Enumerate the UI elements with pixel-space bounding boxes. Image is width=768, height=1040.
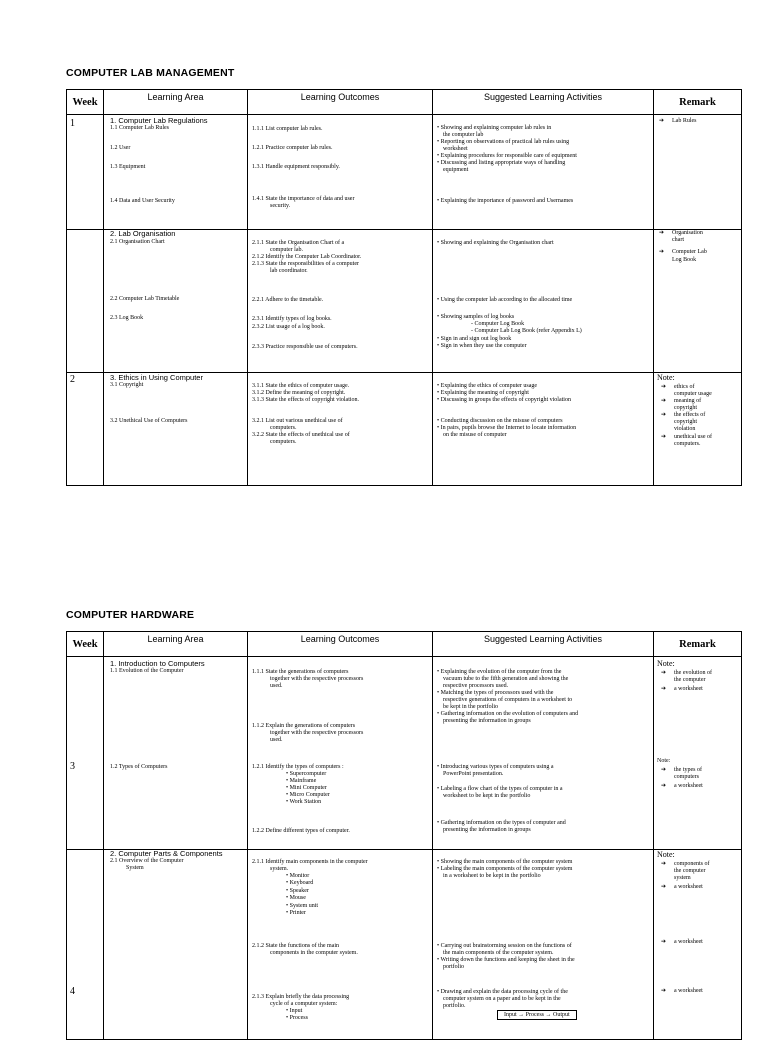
- outcome-item: • Mainframe: [286, 778, 317, 784]
- remark-item: computer usage: [674, 391, 712, 397]
- outcome-item: 2.1.1 State the Organisation Chart of a: [252, 240, 345, 246]
- remark-cell: [654, 850, 742, 1040]
- header-week: Week: [67, 632, 104, 657]
- activity-item: • Showing the main components of the computer system: [437, 859, 573, 865]
- outcome-item: computers.: [270, 425, 297, 431]
- activities-cell: [433, 850, 654, 1040]
- outcome-item: • Keyboard: [286, 880, 314, 886]
- arrow-bullet-icon: ➔: [661, 686, 667, 692]
- remark-item: Computer Lab: [672, 249, 707, 255]
- remark-cell: [654, 230, 742, 373]
- activity-item: in a worksheet to be kept in the portfolio: [443, 873, 541, 879]
- outcome-item: 3.2.1 List out various unethical use of: [252, 418, 343, 424]
- remark-item: Lab Rules: [672, 118, 697, 124]
- remark-item: copyright: [674, 419, 697, 425]
- remark-item: the types of: [674, 767, 702, 773]
- area-item: 1.4 Data and User Security: [110, 198, 175, 204]
- activity-item: portfolio: [443, 964, 464, 970]
- activity-item: • Labeling a flow chart of the types of computer in a: [437, 786, 563, 792]
- arrow-bullet-icon: ➔: [661, 384, 667, 390]
- outcome-item: • Monitor: [286, 873, 310, 879]
- table-row: [67, 230, 742, 373]
- outcome-item: 2.1.3 State the responsibilities of a computer: [252, 261, 359, 267]
- arrow-bullet-icon: ➔: [659, 230, 665, 236]
- outcome-item: 2.1.2 State the functions of the main: [252, 943, 339, 949]
- activity-item: on the misuse of computer: [443, 432, 507, 438]
- activity-item: • Sign in when they use the computer: [437, 343, 527, 349]
- arrow-bullet-icon: ➔: [661, 939, 667, 945]
- outcome-item: security.: [270, 203, 291, 209]
- activity-item: • Explaining the importance of password and Usernames: [437, 198, 574, 204]
- activity-item: - Computer Log Book: [471, 321, 525, 327]
- area-item: 2.1 Overview of the Computer: [110, 858, 184, 864]
- activity-item: worksheet to be kept in the portfolio: [443, 793, 531, 799]
- outcome-item: 2.1.1 Identify main components in the computer: [252, 859, 368, 865]
- area-heading: 1. Computer Lab Regulations: [110, 116, 208, 125]
- arrow-bullet-icon: ➔: [661, 861, 667, 867]
- header-learning-outcomes: Learning Outcomes: [248, 632, 433, 657]
- area-item: 1.1 Evolution of the Computer: [110, 668, 184, 674]
- remark-item: system: [674, 875, 691, 881]
- note-label: Note:: [657, 373, 675, 382]
- week-cell: [67, 657, 104, 850]
- activity-item: • Explaining the ethics of computer usage: [437, 383, 538, 389]
- outcome-item: together with the respective processors: [270, 730, 364, 736]
- outcome-item: 1.1.1 State the generations of computers: [252, 669, 349, 675]
- remark-item: the evolution of: [674, 670, 712, 676]
- activity-item: • Carrying out brainstorming session on the functions of: [437, 943, 572, 949]
- arrow-bullet-icon: ➔: [661, 783, 667, 789]
- activity-item: • Gathering information on the types of computer and: [437, 820, 566, 826]
- activity-item: worksheet: [443, 146, 468, 152]
- lab-management-table: [66, 89, 742, 486]
- learning-area-cell: [104, 850, 248, 1040]
- area-item: 1.2 Types of Computers: [110, 764, 168, 770]
- activity-item: • Explaining the meaning of copyright: [437, 390, 529, 396]
- remark-item: copyright: [674, 405, 697, 411]
- activity-item: • Sign in and sign out log book: [437, 336, 512, 342]
- remark-item: a worksheet: [674, 884, 703, 890]
- week-cell: [67, 373, 104, 486]
- week-number: 2: [70, 374, 75, 385]
- arrow-bullet-icon: ➔: [661, 412, 667, 418]
- header-remark: Remark: [654, 632, 742, 657]
- outcome-item: • Speaker: [286, 888, 309, 894]
- activity-item: • Gathering information on the evolution of computers and: [437, 711, 579, 717]
- outcome-item: • Process: [286, 1015, 308, 1021]
- header-remark: Remark: [654, 90, 742, 115]
- outcome-item: used.: [270, 683, 283, 689]
- activity-item: respective generations of computers in a worksheet to: [443, 697, 573, 703]
- outcome-item: • Printer: [286, 910, 306, 916]
- note-label: Note:: [657, 758, 671, 764]
- activity-item: • Conducting discussion on the misuse of computers: [437, 418, 563, 424]
- activity-item: vacuum tube to the fifth generation and showing the: [443, 676, 569, 682]
- outcome-item: 1.1.1 List computer lab rules.: [252, 126, 323, 132]
- outcome-item: 3.1.3 State the effects of copyright violation.: [252, 397, 360, 403]
- arrow-bullet-icon: ➔: [661, 767, 667, 773]
- outcome-item: system.: [270, 866, 289, 872]
- remark-item: a worksheet: [674, 686, 703, 692]
- activity-item: • Showing and explaining the Organisation chart: [437, 240, 554, 246]
- learning-area-cell: [104, 657, 248, 850]
- activity-item: PowerPoint presentation.: [443, 771, 504, 777]
- outcome-item: components in the computer system.: [270, 950, 358, 956]
- area-item: 1.2 User: [110, 145, 131, 151]
- remark-item: the effects of: [674, 412, 706, 418]
- activities-cell: [433, 657, 654, 850]
- learning-area-cell: [104, 230, 248, 373]
- header-learning-area: Learning Area: [104, 632, 248, 657]
- arrow-bullet-icon: ➔: [659, 118, 665, 124]
- remark-item: Organisation: [672, 230, 703, 236]
- table-header-row: [67, 90, 742, 115]
- area-heading: 3. Ethics in Using Computer: [110, 373, 203, 382]
- outcome-item: 2.1.3 Explain briefly the data processing: [252, 994, 350, 1000]
- week-cell: [67, 850, 104, 1040]
- remark-cell: [654, 373, 742, 486]
- outcome-item: • Supercomputer: [286, 771, 327, 777]
- outcomes-cell: [248, 373, 433, 486]
- note-label: Note:: [657, 850, 675, 859]
- outcome-item: 2.2.1 Adhere to the timetable.: [252, 297, 324, 303]
- outcome-item: cycle of a computer system:: [270, 1001, 338, 1007]
- activity-item: presenting the information in groups: [443, 718, 531, 724]
- activity-item: • Matching the types of processors used with the: [437, 690, 554, 696]
- activity-item: • Discussing in groups the effects of copyright violation: [437, 397, 571, 403]
- arrow-bullet-icon: ➔: [661, 434, 667, 440]
- area-heading: 2. Computer Parts & Components: [110, 849, 223, 858]
- outcome-item: 3.1.2 Define the meaning of copyright.: [252, 390, 346, 396]
- activity-item: the main components of the computer system.: [443, 950, 554, 956]
- activity-item: • Using the computer lab according to the allocated time: [437, 297, 573, 303]
- area-item: 2.2 Computer Lab Timetable: [110, 296, 180, 302]
- header-learning-outcomes: Learning Outcomes: [248, 90, 433, 115]
- activity-item: • Writing down the functions and keeping the sheet in the: [437, 957, 575, 963]
- table-row: [67, 115, 742, 230]
- remark-item: a worksheet: [674, 988, 703, 994]
- activity-item: equipment: [443, 167, 469, 173]
- remark-item: a worksheet: [674, 783, 703, 789]
- week-cell: [67, 115, 104, 230]
- activity-item: • Showing and explaining computer lab rules in: [437, 125, 552, 131]
- remark-item: computers: [674, 774, 699, 780]
- arrow-bullet-icon: ➔: [661, 398, 667, 404]
- area-item: 2.1 Organisation Chart: [110, 239, 165, 245]
- outcome-item: 3.1.1 State the ethics of computer usage.: [252, 383, 350, 389]
- hardware-table: [66, 631, 742, 1040]
- area-item: 2.3 Log Book: [110, 315, 144, 321]
- outcome-item: • Work Station: [286, 799, 322, 805]
- outcome-item: 1.2.2 Define different types of computer.: [252, 828, 350, 834]
- activity-item: • Explaining procedures for responsible care of equipment: [437, 153, 577, 159]
- outcome-item: lab coordinator.: [270, 268, 308, 274]
- activities-cell: [433, 115, 654, 230]
- area-item: 1.3 Equipment: [110, 164, 146, 170]
- activity-item: the computer lab: [443, 132, 484, 138]
- outcome-item: 1.1.2 Explain the generations of computers: [252, 723, 356, 729]
- activity-item: • Introducing various types of computers using a: [437, 764, 554, 770]
- outcome-item: 2.3.3 Practice responsible use of computers.: [252, 344, 358, 350]
- remark-cell: [654, 115, 742, 230]
- outcome-item: used.: [270, 737, 283, 743]
- header-activities: Suggested Learning Activities: [433, 632, 654, 657]
- outcome-item: computer lab.: [270, 247, 303, 253]
- outcomes-cell: [248, 230, 433, 373]
- activity-item: • In pairs, pupils browse the Internet to locate information: [437, 425, 577, 431]
- remark-item: the computer: [674, 677, 706, 683]
- arrow-bullet-icon: ➔: [659, 249, 665, 255]
- outcomes-cell: [248, 657, 433, 850]
- header-week: Week: [67, 90, 104, 115]
- table-row: [67, 657, 742, 850]
- activities-cell: [433, 230, 654, 373]
- outcome-item: 1.3.1 Handle equipment responsibly.: [252, 164, 340, 170]
- remark-item: ethics of: [674, 384, 695, 390]
- activity-item: • Drawing and explain the data processing cycle of the: [437, 989, 568, 995]
- outcomes-cell: [248, 115, 433, 230]
- activity-item: respective processors used.: [443, 683, 509, 689]
- week-cell: [67, 230, 104, 373]
- remark-item: a worksheet: [674, 939, 703, 945]
- outcome-item: computers.: [270, 439, 297, 445]
- section-title: COMPUTER HARDWARE: [66, 609, 195, 621]
- activity-item: portfolio.: [443, 1003, 466, 1009]
- activities-cell: [433, 373, 654, 486]
- remark-item: components of: [674, 861, 710, 867]
- section-title: COMPUTER LAB MANAGEMENT: [66, 67, 235, 79]
- note-label: Note:: [657, 659, 675, 668]
- remark-item: computers.: [674, 441, 701, 447]
- activity-item: • Showing samples of log books: [437, 314, 515, 320]
- remark-item: chart: [672, 237, 684, 243]
- header-activities: Suggested Learning Activities: [433, 90, 654, 115]
- table-header-row: [67, 632, 742, 657]
- outcome-item: 3.2.2 State the effects of unethical use of: [252, 432, 350, 438]
- week-number: 4: [70, 986, 75, 997]
- remark-item: unethical use of: [674, 434, 712, 440]
- area-item: 1.1 Computer Lab Rules: [110, 125, 169, 131]
- arrow-bullet-icon: ➔: [661, 670, 667, 676]
- activity-item: - Computer Lab Log Book (refer Appendix L): [471, 328, 582, 334]
- activity-item: presenting the information in groups: [443, 827, 531, 833]
- week-number: 3: [70, 761, 75, 772]
- outcome-item: • System unit: [286, 903, 319, 909]
- outcome-item: 1.4.1 State the importance of data and user: [252, 196, 355, 202]
- area-item: 3.2 Unethical Use of Computers: [110, 418, 188, 424]
- area-item: System: [126, 865, 144, 871]
- table-row: [67, 850, 742, 1040]
- activity-item: • Discussing and listing appropriate ways of handling: [437, 160, 566, 166]
- remark-item: the computer: [674, 868, 706, 874]
- table-row: [67, 373, 742, 486]
- learning-area-cell: [104, 115, 248, 230]
- outcome-item: • Input: [286, 1008, 303, 1014]
- remark-cell: [654, 657, 742, 850]
- outcome-item: 2.3.2 List usage of a log book.: [252, 324, 325, 330]
- remark-item: meaning of: [674, 398, 702, 404]
- flow-diagram-box: Input → Process → Output: [497, 1010, 577, 1020]
- outcome-item: • Mouse: [286, 895, 306, 901]
- arrow-bullet-icon: ➔: [661, 988, 667, 994]
- outcome-item: • Mini Computer: [286, 785, 327, 791]
- activity-item: computer system on a paper and to be kept in the: [443, 996, 561, 1002]
- activity-item: • Explaining the evolution of the computer from the: [437, 669, 562, 675]
- outcome-item: 2.3.1 Identify types of log books.: [252, 316, 332, 322]
- activity-item: • Reporting on observations of practical lab rules using: [437, 139, 570, 145]
- arrow-bullet-icon: ➔: [661, 884, 667, 890]
- header-learning-area: Learning Area: [104, 90, 248, 115]
- outcome-item: • Micro Computer: [286, 792, 330, 798]
- outcome-item: 2.1.2 Identify the Computer Lab Coordinator.: [252, 254, 362, 260]
- area-heading: 1. Introduction to Computers: [110, 659, 205, 668]
- activity-item: be kept in the portfolio: [443, 704, 498, 710]
- area-heading: 2. Lab Organisation: [110, 229, 176, 238]
- area-item: 3.1 Copyright: [110, 382, 144, 388]
- outcome-item: 1.2.1 Practice computer lab rules.: [252, 145, 333, 151]
- outcome-item: together with the respective processors: [270, 676, 364, 682]
- outcomes-cell: [248, 850, 433, 1040]
- activity-item: • Labeling the main components of the computer system: [437, 866, 573, 872]
- remark-item: Log Book: [672, 257, 697, 263]
- learning-area-cell: [104, 373, 248, 486]
- outcome-item: 1.2.1 Identify the types of computers :: [252, 764, 344, 770]
- remark-item: violation: [674, 426, 696, 432]
- week-number: 1: [70, 118, 75, 129]
